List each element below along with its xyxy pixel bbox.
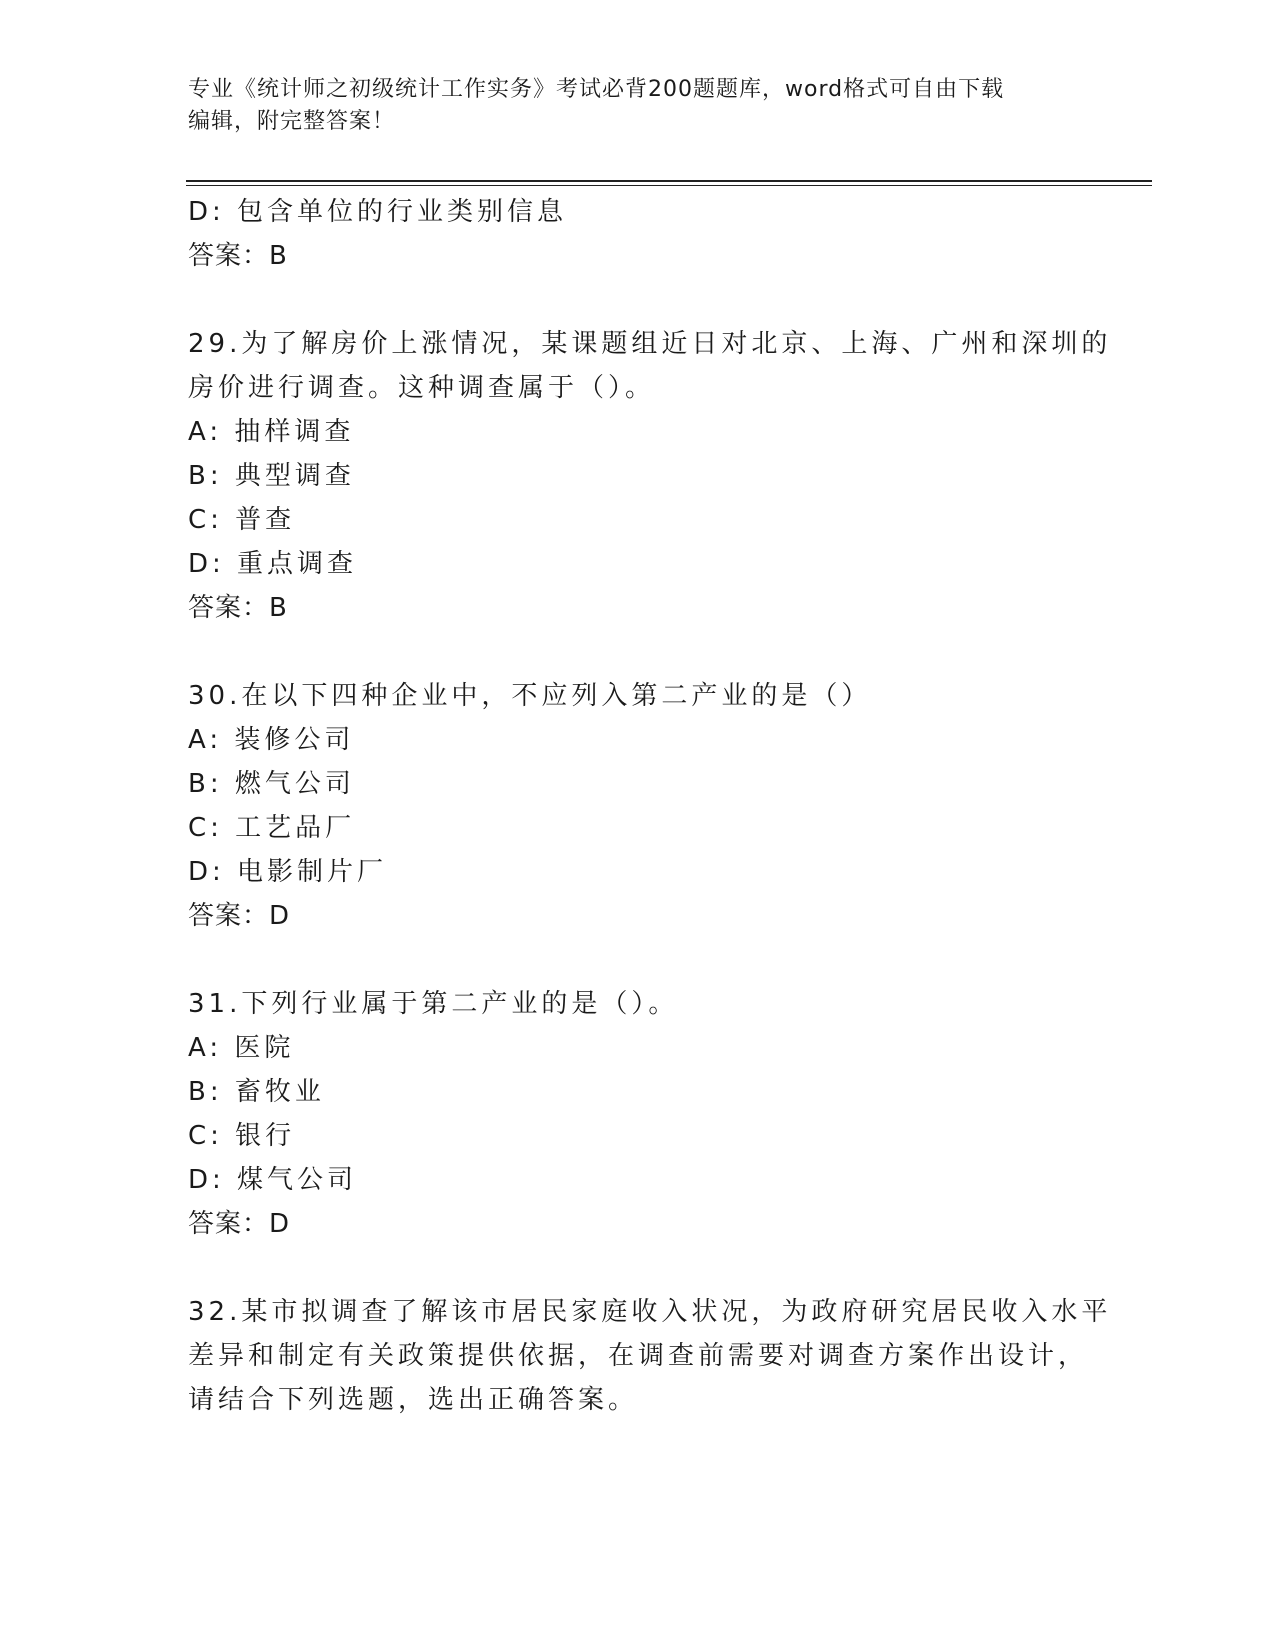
q29-option-b: B: 典型调查 bbox=[188, 461, 355, 491]
q30-option-c: C: 工艺品厂 bbox=[188, 813, 356, 843]
document-header bbox=[188, 74, 1088, 138]
q30-option-d: D: 电影制片厂 bbox=[188, 857, 388, 887]
q31-text-line-1: 31.下列行业属于第二产业的是（）。 bbox=[188, 989, 679, 1019]
q31-option-a: A: 医院 bbox=[188, 1033, 295, 1063]
header-divider-top bbox=[186, 180, 1152, 182]
q31-answer: 答案：D bbox=[188, 1209, 291, 1239]
header-line-2: 编辑，附完整答案！ bbox=[188, 109, 396, 134]
q29-text-line-1: 29.为了解房价上涨情况，某课题组近日对北京、上海、广州和深圳的 bbox=[188, 329, 1112, 359]
q32-text-line-1: 32.某市拟调查了解该市居民家庭收入状况，为政府研究居民收入水平 bbox=[188, 1297, 1112, 1327]
header-line-1: 专业《统计师之初级统计工作实务》考试必背200题题库，word格式可自由下载 bbox=[188, 77, 1005, 102]
q31-option-c: C: 银行 bbox=[188, 1121, 296, 1151]
header-divider-bottom bbox=[186, 185, 1152, 186]
q29-text-line-2: 房价进行调查。这种调查属于（）。 bbox=[188, 373, 656, 403]
q31-option-b: B: 畜牧业 bbox=[188, 1077, 325, 1107]
q29-option-c: C: 普查 bbox=[188, 505, 296, 535]
prev-option-d: D: 包含单位的行业类别信息 bbox=[188, 197, 568, 227]
q31-option-d: D: 煤气公司 bbox=[188, 1165, 358, 1195]
q29-answer: 答案：B bbox=[188, 593, 288, 623]
q30-option-b: B: 燃气公司 bbox=[188, 769, 355, 799]
prev-answer: 答案：B bbox=[188, 241, 288, 271]
q32-text-line-3: 请结合下列选题，选出正确答案。 bbox=[188, 1385, 639, 1415]
q30-text-line-1: 30.在以下四种企业中，不应列入第二产业的是（） bbox=[188, 681, 872, 711]
q29-option-a: A: 抽样调查 bbox=[188, 417, 355, 447]
q29-option-d: D: 重点调查 bbox=[188, 549, 358, 579]
q32-text-line-2: 差异和制定有关政策提供依据，在调查前需要对调查方案作出设计， bbox=[188, 1341, 1089, 1371]
q30-option-a: A: 装修公司 bbox=[188, 725, 355, 755]
q30-answer: 答案：D bbox=[188, 901, 291, 931]
